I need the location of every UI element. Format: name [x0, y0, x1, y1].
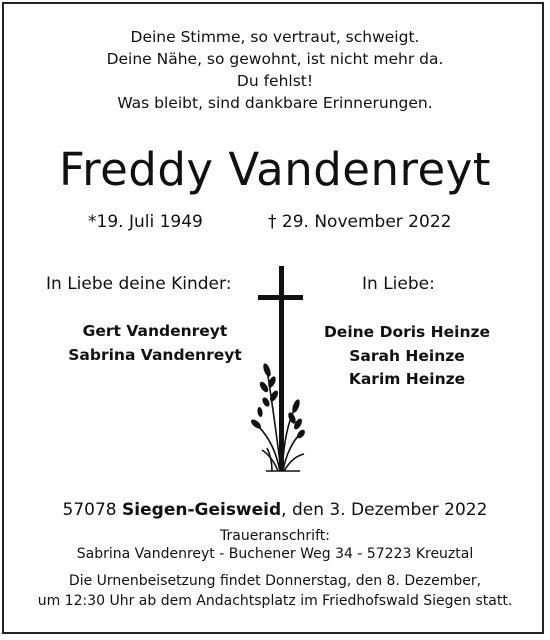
wheat-ears	[249, 362, 306, 439]
cross-horizontal-beam	[258, 295, 303, 300]
poem-line: Deine Nähe, so gewohnt, ist nicht mehr da.	[106, 50, 444, 68]
city: Siegen-Geisweid	[122, 500, 282, 520]
address-label: Traueranschrift:	[220, 528, 330, 544]
burial-notice	[0, 571, 550, 611]
death-date: † 29. November 2022	[268, 212, 452, 232]
poem-line: Du fehlst!	[236, 72, 314, 90]
cross-icon	[238, 266, 328, 480]
poem-line: Was bleibt, sind dankbare Erinnerungen.	[117, 94, 433, 112]
partner-label: In Liebe:	[362, 274, 435, 294]
notice-line: Die Urnenbeisetzung findet Donnerstag, den 8. Dezember,	[68, 573, 482, 589]
postcode: 57078	[62, 500, 117, 520]
poem-line: Deine Stimme, so vertraut, schweigt.	[130, 28, 420, 46]
birth-date: *19. Juli 1949	[88, 212, 203, 232]
mourner-name: Sarah Heinze	[349, 346, 465, 365]
place-and-date	[0, 500, 550, 520]
mourner-name: Sabrina Vandenreyt	[68, 345, 242, 364]
announcement-date: , den 3. Dezember 2022	[281, 500, 488, 520]
poem	[0, 26, 550, 114]
deceased-name: Freddy Vandenreyt	[58, 143, 491, 196]
mourner-name: Gert Vandenreyt	[82, 322, 228, 340]
mourner-name: Deine Doris Heinze	[323, 323, 491, 341]
mourner-name: Karim Heinze	[348, 370, 466, 388]
mourning-address: Sabrina Vandenreyt - Buchener Weg 34 - 57223 Kreuztal	[76, 546, 474, 562]
children-label: In Liebe deine Kinder:	[46, 274, 232, 294]
notice-line: um 12:30 Uhr ab dem Andachtsplatz im Friedhofswald Siegen statt.	[37, 593, 513, 609]
